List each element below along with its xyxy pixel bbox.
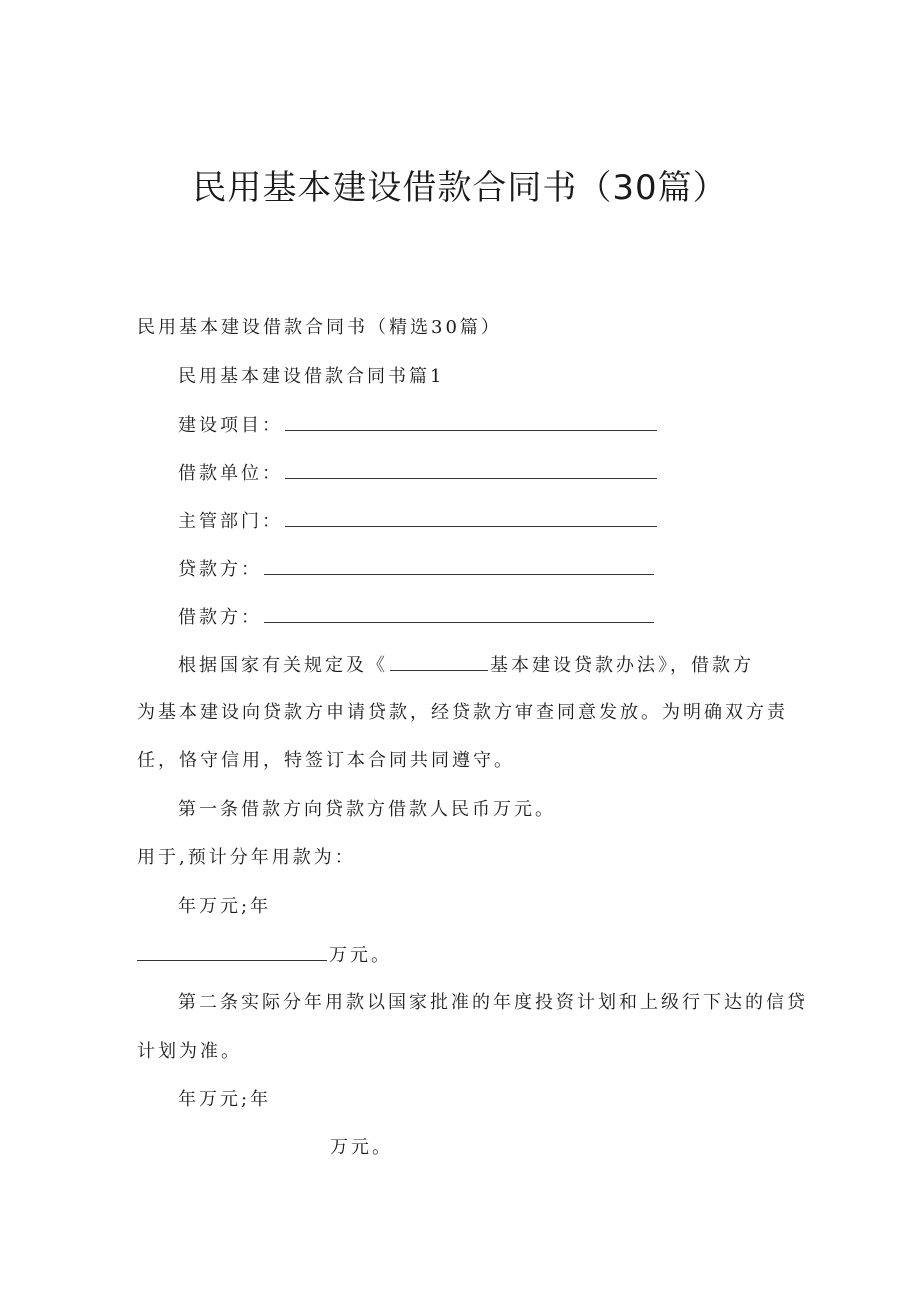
article-1: 第一条借款方向贷款方借款人民币万元。 [178,799,556,820]
fill-blank [390,652,488,671]
field-supervising-department [178,508,657,535]
paragraph-text: 根据国家有关规定及《 [178,655,388,676]
field-label: 建设项目： [178,415,283,436]
amount-text: 万元。 [329,945,392,966]
amount-line-2: 万元。 [330,1137,393,1158]
paragraph-text: 基本建设贷款办法》，借款方 [490,655,754,676]
field-label: 贷款方： [178,559,262,580]
fill-blank [285,508,657,527]
paragraph-1-line-2: 为基本建设向贷款方申请贷款，经贷款方审查同意发放。为明确双方责 [137,702,788,723]
document-subtitle: 民用基本建设借款合同书（精选30篇） [137,317,502,338]
fill-blank [137,942,327,961]
field-label: 借款单位： [178,463,283,484]
article-2-line-1: 第二条实际分年用款以国家批准的年度投资计划和上级行下达的信贷 [178,992,808,1013]
fill-blank [285,460,657,479]
field-borrower [178,604,654,631]
field-construction-project [178,412,657,439]
fill-blank [264,604,654,623]
article-2-line-2: 计划为准。 [137,1041,242,1062]
section-heading: 民用基本建设借款合同书篇1 [178,366,445,387]
fill-blank [264,556,654,575]
document-title: 民用基本建设借款合同书（30篇） [192,168,728,208]
field-label: 借款方： [178,607,262,628]
use-line: 用于,预计分年用款为： [137,847,356,868]
paragraph-1-line-3: 任，恪守信用，特签订本合同共同遵守。 [137,750,515,771]
amount-line-1 [137,942,392,969]
paragraph-1-line-1 [178,652,754,679]
field-lender [178,556,654,583]
year-line-2: 年万元;年 [178,1089,272,1110]
fill-blank [285,412,657,431]
field-label: 主管部门： [178,511,283,532]
year-line-1: 年万元;年 [178,896,272,917]
field-borrowing-unit [178,460,657,487]
